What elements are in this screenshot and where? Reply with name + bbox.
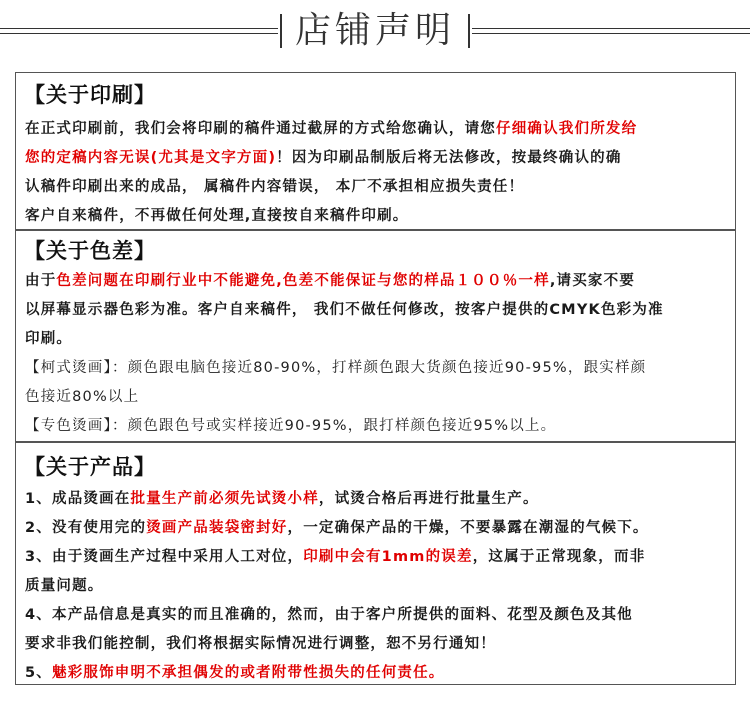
product-line-7-text: 5、 [25,665,52,681]
product-line-6: 要求非我们能控制，我们将根据实际情况进行调整，恕不另行通知！ [25,636,496,652]
color-line-3: 印刷。 [25,331,73,347]
section-product [15,442,736,685]
page-header [0,0,750,62]
section-title-printing: 【关于印刷】 [24,83,156,107]
section-title-color: 【关于色差】 [24,239,156,263]
product-line-3 [25,543,731,572]
product-line-3-text-b: ，这属于正常现象，而非 [472,549,646,565]
printing-line-2-text: ！因为印刷品制版后将无法修改，按最终确认的确 [276,150,622,166]
product-line-7-highlight: 魅彩服饰申明不承担偶发的或者附带性损失的任何责任。 [52,665,445,681]
printing-line-2-highlight: 您的定稿内容无误(尤其是文字方面) [25,150,277,166]
printing-line-3: 认稿件印刷出来的成品， 属稿件内容错误， 本厂不承担相应损失责任！ [25,179,525,195]
header-rule-left [0,28,278,34]
product-line-2 [25,514,731,543]
color-line-1 [25,267,731,296]
color-line-1-text-b: ,请买家不要 [549,273,636,289]
color-line-1-highlight: 色差问题在印刷行业中不能避免,色差不能保证与您的样品１００％一样 [56,273,550,289]
section-printing [15,72,736,230]
color-line-5: 色接近80%以上 [25,389,140,405]
printing-body [25,115,731,231]
product-line-3-text-a: 3、由于烫画生产过程中采用人工对位， [25,549,304,565]
product-line-5: 4、本产品信息是真实的而且准确的，然而，由于客户所提供的面料、花型及颜色及其他 [25,607,633,623]
page-title: 店铺声明 [294,10,455,51]
section-color-difference [15,230,736,442]
product-body [25,485,731,688]
color-line-6: 【专色烫画】：颜色跟色号或实样接近90-95%，跟打样颜色接近95%以上。 [25,418,557,434]
color-line-1-text-a: 由于 [25,273,57,289]
header-rule-right [472,28,750,34]
product-line-1-text-b: ，试烫合格后再进行批量生产。 [318,491,539,507]
header-bar-right [468,14,470,48]
product-line-3-highlight: 印刷中会有1mm的误差 [303,549,473,565]
product-line-1 [25,485,731,514]
color-body [25,267,731,441]
product-line-1-text-a: 1、成品烫画在 [25,491,131,507]
product-line-2-text-b: ，一定确保产品的干燥，不要暴露在潮湿的气候下。 [287,520,649,536]
section-title-product: 【关于产品】 [24,455,156,479]
color-line-2: 以屏幕显示器色彩为准。客户自来稿件， 我们不做任何修改，按客户提供的CMYK色彩为准 [25,302,664,318]
printing-line-4: 客户自来稿件，不再做任何处理,直接按自来稿件印刷。 [25,208,409,224]
product-line-2-highlight: 烫画产品装袋密封好 [146,520,288,536]
product-line-7 [25,659,731,688]
printing-line-1-highlight: 仔细确认我们所发给 [496,121,638,137]
color-line-4: 【柯式烫画】：颜色跟电脑色接近80-90%，打样颜色跟大货颜色接近90-95%，跟实样颜 [25,360,647,376]
product-line-4: 质量问题。 [25,578,104,594]
header-bar-left [280,14,282,48]
printing-line-1-text: 在正式印刷前，我们会将印刷的稿件通过截屏的方式给您确认，请您 [25,121,496,137]
product-line-2-text-a: 2、没有使用完的 [25,520,147,536]
printing-line-2 [25,144,731,173]
printing-line-1 [25,115,731,144]
product-line-1-highlight: 批量生产前必须先试烫小样 [130,491,319,507]
